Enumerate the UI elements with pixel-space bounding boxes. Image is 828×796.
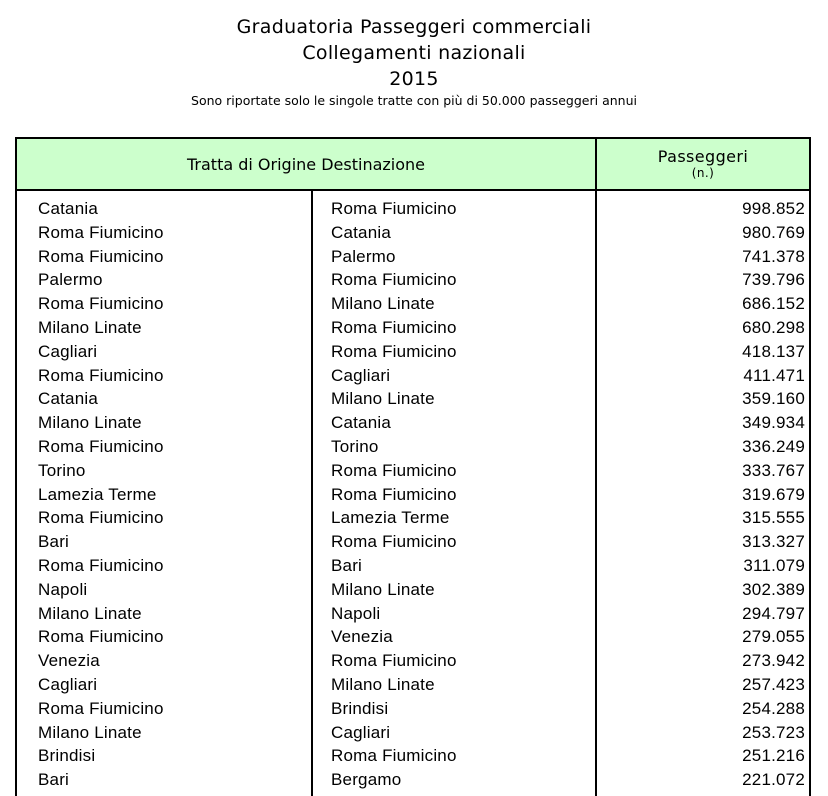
table-header [17,139,809,191]
column-header-passengers [597,139,809,189]
origin-cell: Roma Fiumicino [38,627,164,647]
passengers-cell: 686.152 [742,294,805,314]
origin-cell: Cagliari [38,341,98,361]
destination-cell: Cagliari [331,365,391,385]
passengers-cell: 336.249 [742,436,805,456]
origin-cell: Catania [38,199,98,218]
destination-cell: Milano Linate [331,294,435,314]
origin-column [17,191,313,796]
origin-cell: Milano Linate [38,413,142,433]
destination-cell: Catania [331,413,391,433]
destination-cell: Milano Linate [331,389,435,409]
destination-cell: Napoli [331,603,381,623]
destination-cell: Roma Fiumicino [331,341,457,361]
passengers-cell: 680.298 [742,317,805,337]
destination-column [313,191,597,796]
destination-cell: Roma Fiumicino [331,651,457,671]
origin-cell: Roma Fiumicino [38,365,164,385]
destination-cell: Roma Fiumicino [331,199,457,218]
destination-cell: Milano Linate [331,674,435,694]
origin-cell: Bari [38,532,70,552]
passengers-column [597,191,809,796]
origin-cell: Cagliari [38,674,98,694]
passengers-cell: 273.942 [742,651,805,671]
passengers-cell: 251.216 [742,746,805,766]
origin-cell: Roma Fiumicino [38,555,164,575]
passengers-cell: 254.288 [742,698,805,718]
table-body [17,191,809,796]
destination-cell: Bergamo [331,770,402,790]
passengers-cell: 279.055 [742,627,805,647]
destination-cell: Roma Fiumicino [331,317,457,337]
passengers-cell: 980.769 [742,222,805,242]
origin-cell: Torino [38,460,86,480]
origin-cell: Milano Linate [38,603,142,623]
destination-cell: Palermo [331,246,396,266]
passengers-cell: 333.767 [742,460,805,480]
origin-cell: Venezia [38,651,100,671]
destination-cell: Milano Linate [331,579,435,599]
destination-cell: Catania [331,222,391,242]
passengers-cell: 257.423 [742,674,805,694]
passengers-cell: 741.378 [742,246,805,266]
passengers-cell: 313.327 [742,532,805,552]
passengers-cell: 998.852 [742,199,805,218]
destination-cell: Cagliari [331,722,391,742]
report-subtitle-scope: Collegamenti nazionali [302,42,526,64]
origin-cell: Lamezia Terme [38,484,157,504]
report-year: 2015 [389,68,439,90]
origin-cell: Napoli [38,579,88,599]
origin-cell: Catania [38,389,98,409]
column-header-passengers-unit: (n.) [691,166,715,180]
origin-cell: Bari [38,770,70,790]
origin-cell: Roma Fiumicino [38,246,164,266]
passengers-cell: 315.555 [742,508,805,528]
origin-cell: Palermo [38,270,103,290]
origin-cell: Roma Fiumicino [38,698,164,718]
passengers-cell: 418.137 [742,341,805,361]
destination-cell: Venezia [331,627,393,647]
routes-table [15,137,811,796]
passengers-cell: 359.160 [742,389,805,409]
origin-cell: Brindisi [38,746,96,766]
destination-cell: Roma Fiumicino [331,746,457,766]
origin-cell: Roma Fiumicino [38,294,164,314]
passengers-cell: 411.471 [743,365,805,385]
origin-cell: Roma Fiumicino [38,436,164,456]
passengers-cell: 294.797 [742,603,805,623]
passengers-cell: 302.389 [742,579,805,599]
destination-cell: Roma Fiumicino [331,270,457,290]
column-header-route: Tratta di Origine Destinazione [17,139,597,189]
destination-cell: Roma Fiumicino [331,460,457,480]
report-note: Sono riportate solo le singole tratte con più di 50.000 passeggeri annui [191,93,637,108]
report-header [0,14,828,110]
passengers-cell: 221.072 [742,770,805,790]
origin-cell: Roma Fiumicino [38,508,164,528]
origin-cell: Roma Fiumicino [38,222,164,242]
report-title: Graduatoria Passeggeri commerciali [236,16,592,38]
column-header-passengers-label: Passeggeri [657,147,749,166]
destination-cell: Torino [331,436,379,456]
destination-cell: Roma Fiumicino [331,532,457,552]
origin-cell: Milano Linate [38,317,142,337]
passengers-cell: 739.796 [742,270,805,290]
passengers-cell: 319.679 [742,484,805,504]
destination-cell: Roma Fiumicino [331,484,457,504]
passengers-cell: 253.723 [742,722,805,742]
passengers-cell: 311.079 [743,555,805,575]
passengers-cell: 349.934 [742,413,805,433]
destination-cell: Lamezia Terme [331,508,450,528]
destination-cell: Bari [331,555,363,575]
origin-cell: Milano Linate [38,722,142,742]
destination-cell: Brindisi [331,698,389,718]
